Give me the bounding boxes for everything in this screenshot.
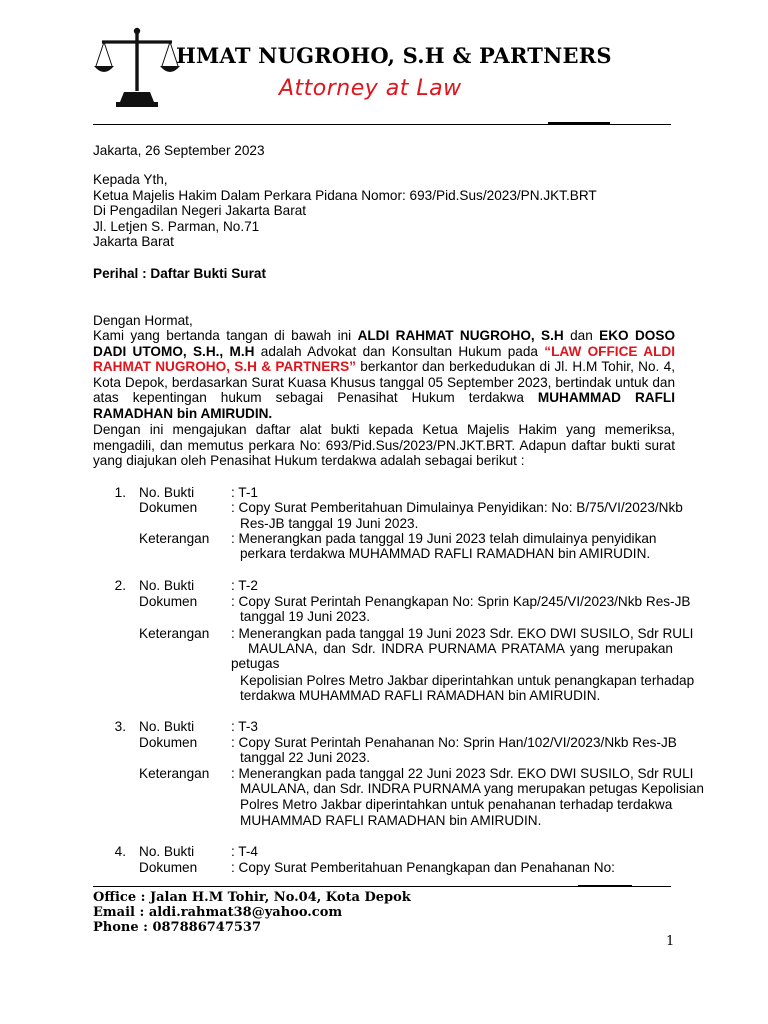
recipient-salutation: Kepada Yth, bbox=[93, 172, 168, 187]
description-line: Polres Metro Jakbar diperintahkan untuk penahanan terhadap terdakwa bbox=[240, 797, 673, 812]
document-line: tanggal 22 Juni 2023. bbox=[240, 750, 371, 765]
document-line: tanggal 19 Juni 2023. bbox=[240, 609, 371, 624]
footer-contact bbox=[93, 890, 411, 935]
defendant-name: MUHAMMAD RAFLI RAMADHAN bin AMIRUDIN. bbox=[93, 390, 675, 421]
label-dokumen: Dokumen bbox=[139, 860, 198, 875]
footer-phone: Phone : 087886747537 bbox=[93, 920, 262, 935]
law-office-name: “LAW OFFICE ALDI RAHMAT NUGROHO, S.H & PARTNERS” bbox=[93, 343, 675, 375]
item-number: 1. bbox=[114, 485, 126, 500]
firm-name-text: HMAT NUGROHO, S.H & PARTNERS bbox=[176, 43, 612, 68]
advocate-name-1: ALDI RAHMAT NUGROHO, S.H bbox=[357, 328, 564, 343]
footer-email: Email : aldi.rahmat38@yahoo.com bbox=[93, 905, 343, 920]
label-no-bukti: No. Bukti bbox=[139, 719, 195, 734]
label-keterangan: Keterangan bbox=[139, 531, 210, 546]
evidence-code: : T-2 bbox=[231, 578, 258, 593]
description-line: Kepolisian Polres Metro Jakbar diperintahkan untuk penangkapan terhadap bbox=[240, 673, 695, 688]
label-keterangan: Keterangan bbox=[139, 626, 210, 641]
description-line: : Menerangkan pada tanggal 19 Juni 2023 telah dimulainya penyidikan bbox=[231, 531, 657, 546]
evidence-code: : T-1 bbox=[231, 485, 258, 500]
page-number: 1 bbox=[666, 934, 675, 949]
description-line: MAULANA, dan Sdr. INDRA PURNAMA PRATAMA yang merupakan bbox=[248, 641, 673, 656]
description-line: : Menerangkan pada tanggal 22 Juni 2023 Sdr. EKO DWI SUSILO, Sdr RULI bbox=[231, 766, 694, 781]
description-line: petugas bbox=[231, 656, 280, 671]
document-line: : Copy Surat Perintah Penahanan No: Sprin Han/102/VI/2023/Nkb Res-JB bbox=[231, 735, 677, 750]
intro-text: Kami yang bertanda tangan di bawah ini bbox=[93, 328, 358, 343]
label-no-bukti: No. Bukti bbox=[139, 485, 195, 500]
document-line: : Copy Surat Pemberitahuan Penangkapan dan Penahanan No: bbox=[231, 860, 615, 875]
greeting: Dengan Hormat, bbox=[93, 313, 193, 328]
intro-text: dan bbox=[563, 328, 600, 343]
recipient-line: Jakarta Barat bbox=[93, 234, 174, 249]
letter-date: Jakarta, 26 September 2023 bbox=[93, 143, 265, 158]
intro-text: berkantor dan berkedudukan di Jl. H.M Tohir, No. 4, Kota Depok, berdasarkan Surat Kuasa Khusus tanggal 05 September 2023, bertindak untuk dan atas kepentingan hukum sebagai Penasihat Hukum terdakwa bbox=[93, 359, 675, 406]
firm-tagline: Attorney at Law bbox=[279, 76, 462, 101]
footer-office: Office : Jalan H.M Tohir, No.04, Kota Depok bbox=[93, 890, 411, 905]
description-line: terdakwa MUHAMMAD RAFLI RAMADHAN bin AMIRUDIN. bbox=[240, 688, 601, 703]
label-no-bukti: No. Bukti bbox=[139, 578, 195, 593]
label-no-bukti: No. Bukti bbox=[139, 844, 195, 859]
document-line: Res-JB tanggal 19 Juni 2023. bbox=[240, 516, 419, 531]
label-dokumen: Dokumen bbox=[139, 500, 198, 515]
intro-text: adalah Advokat dan Konsultan Hukum pada bbox=[254, 343, 545, 359]
label-dokumen: Dokumen bbox=[139, 594, 198, 609]
item-number: 3. bbox=[114, 719, 126, 734]
description-line: MUHAMMAD RAFLI RAMADHAN bin AMIRUDIN. bbox=[240, 813, 542, 828]
subject-line: Perihal : Daftar Bukti Surat bbox=[93, 266, 266, 281]
advocate-name-2: EKO DOSO DADI UTOMO, S.H., M.H bbox=[93, 328, 676, 359]
evidence-code: : T-4 bbox=[231, 844, 258, 859]
description-line: : Menerangkan pada tanggal 19 Juni 2023 Sdr. EKO DWI SUSILO, Sdr RULI bbox=[231, 626, 694, 641]
header-divider bbox=[93, 124, 671, 125]
recipient-line: Di Pengadilan Negeri Jakarta Barat bbox=[93, 203, 307, 218]
footer-divider-accent bbox=[578, 885, 632, 887]
item-number: 4. bbox=[114, 844, 126, 859]
header-divider-accent bbox=[548, 122, 610, 124]
description-line: perkara terdakwa MUHAMMAD RAFLI RAMADHAN bin AMIRUDIN. bbox=[240, 546, 651, 561]
intro-paragraph bbox=[93, 328, 675, 422]
item-number: 2. bbox=[114, 578, 126, 593]
evidence-intro-paragraph: Dengan ini mengajukan daftar alat bukti kepada Ketua Majelis Hakim yang memeriksa, mengadili, dan memutus perkara No: 693/Pid.Sus/2023/PN.JKT.BRT. Adapun daftar bukti surat yang diajukan oleh Penasihat Hukum terdakwa adalah sebagai berikut : bbox=[93, 422, 675, 469]
recipient-line: Jl. Letjen S. Parman, No.71 bbox=[93, 219, 260, 234]
recipient-line: Ketua Majelis Hakim Dalam Perkara Pidana Nomor: 693/Pid.Sus/2023/PN.JKT.BRT bbox=[93, 188, 597, 203]
firm-name bbox=[92, 43, 612, 68]
description-line: MAULANA, dan Sdr. INDRA PURNAMA yang merupakan petugas Kepolisian bbox=[240, 781, 704, 796]
document-line: : Copy Surat Pemberitahuan Dimulainya Penyidikan: No: B/75/VI/2023/Nkb bbox=[231, 500, 683, 515]
document-line: : Copy Surat Perintah Penangkapan No: Sprin Kap/245/VI/2023/Nkb Res-JB bbox=[231, 594, 691, 609]
label-dokumen: Dokumen bbox=[139, 735, 198, 750]
evidence-code: : T-3 bbox=[231, 719, 258, 734]
label-keterangan: Keterangan bbox=[139, 766, 210, 781]
